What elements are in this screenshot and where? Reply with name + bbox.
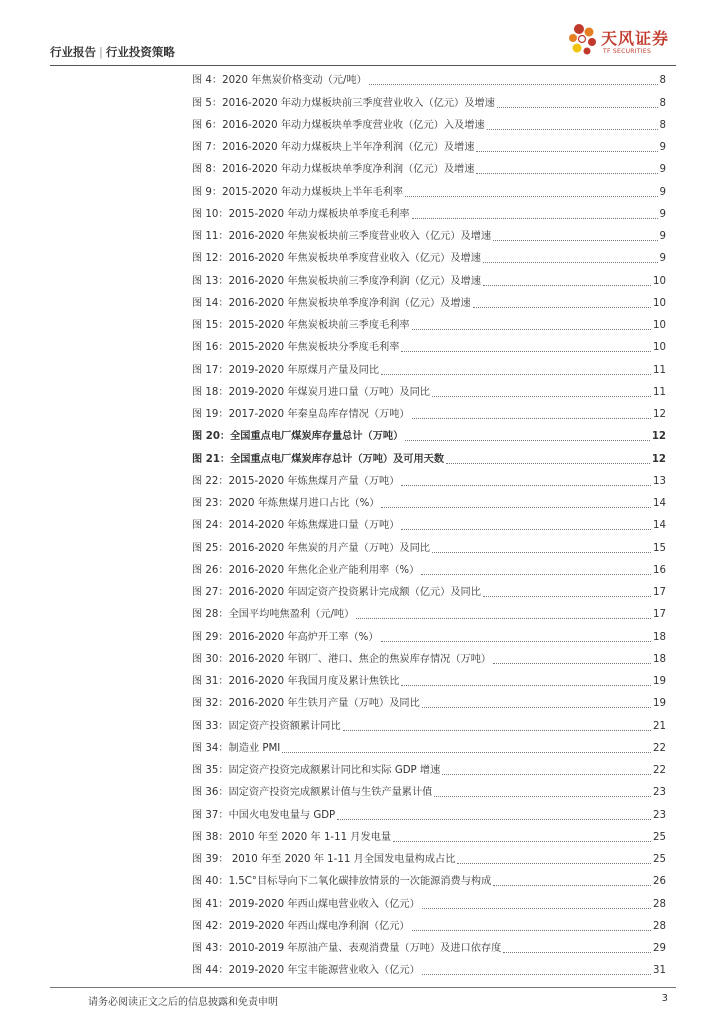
toc-entry[interactable]: [192, 533, 666, 555]
flower-logo-icon: [567, 20, 601, 62]
toc-entry-title[interactable]: 图 28：全国平均吨焦盈利（元/吨）: [192, 609, 355, 621]
toc-entry[interactable]: [192, 88, 666, 110]
toc-dot-leader: [381, 374, 651, 375]
toc-entry[interactable]: [192, 333, 666, 355]
category-label: 行业报告: [50, 45, 96, 59]
toc-entry[interactable]: [192, 222, 666, 244]
toc-entry-page[interactable]: 12: [651, 453, 666, 465]
figure-table-of-contents: [192, 66, 666, 978]
toc-dot-leader: [282, 752, 651, 753]
toc-entry-page[interactable]: 26: [653, 876, 666, 888]
toc-entry-title[interactable]: 图 5：2016-2020 年动力煤板块前三季度营业收入（亿元）及增速: [192, 97, 495, 109]
toc-dot-leader: [412, 329, 651, 330]
toc-dot-leader: [476, 151, 657, 152]
toc-entry-page[interactable]: 9: [659, 164, 666, 176]
toc-entry-page[interactable]: 31: [653, 965, 666, 977]
toc-entry-title[interactable]: 图 40：1.5C°目标导向下二氧化碳排放情景的一次能源消费与构成: [192, 876, 492, 888]
toc-dot-leader: [356, 618, 651, 619]
toc-entry-page[interactable]: 21: [653, 720, 666, 732]
toc-entry-title[interactable]: 图 10：2015-2020 年动力煤板块单季度毛利率: [192, 208, 410, 220]
toc-entry-title[interactable]: 图 15：2015-2020 年焦炭板块前三季度毛利率: [192, 320, 410, 331]
toc-dot-leader: [343, 730, 651, 731]
toc-entry-page[interactable]: 8: [659, 97, 666, 109]
toc-entry[interactable]: [192, 800, 666, 822]
toc-entry-page[interactable]: 13: [653, 475, 666, 487]
toc-entry[interactable]: [192, 889, 666, 911]
toc-entry-page[interactable]: 9: [659, 208, 666, 220]
toc-entry-page[interactable]: 9: [659, 253, 666, 265]
toc-dot-leader: [401, 529, 651, 530]
toc-dot-leader: [473, 307, 651, 308]
toc-entry[interactable]: [192, 689, 666, 711]
toc-dot-leader: [434, 796, 651, 797]
toc-entry[interactable]: [192, 823, 666, 845]
toc-dot-leader: [412, 218, 658, 219]
page-number: 3: [661, 993, 668, 1004]
toc-entry-page[interactable]: 10: [653, 275, 666, 287]
toc-entry-page[interactable]: 23: [653, 809, 666, 821]
toc-entry-page[interactable]: 25: [653, 831, 666, 843]
toc-entry-page[interactable]: 29: [653, 943, 666, 954]
toc-entry[interactable]: [192, 155, 666, 177]
toc-entry[interactable]: [192, 177, 666, 199]
toc-entry[interactable]: [192, 266, 666, 288]
toc-entry[interactable]: [192, 622, 666, 644]
toc-entry-title[interactable]: 图 21：全国重点电厂煤炭库存总计（万吨）及可用天数: [192, 453, 445, 465]
brand-name-cn: 天风证券: [601, 29, 670, 48]
toc-entry[interactable]: [192, 355, 666, 377]
toc-dot-leader: [497, 107, 658, 108]
toc-entry-page[interactable]: 11: [653, 386, 666, 398]
toc-entry-title[interactable]: 图 30：2016-2020 年钢厂、港口、焦企的焦炭库存情况（万吨）: [192, 653, 492, 665]
toc-dot-leader: [405, 196, 657, 197]
toc-dot-leader: [476, 173, 657, 174]
toc-entry-page[interactable]: 28: [653, 920, 666, 932]
toc-entry-page[interactable]: 9: [659, 231, 666, 242]
toc-entry-title[interactable]: 图 39： 2010 年至 2020 年 1-11 月全国发电量构成占比: [192, 854, 456, 865]
toc-entry-page[interactable]: 28: [653, 898, 666, 910]
toc-entry[interactable]: [192, 311, 666, 333]
toc-entry[interactable]: [192, 133, 666, 155]
toc-entry-title[interactable]: 图 41：2019-2020 年西山煤电营业收入（亿元）: [192, 898, 420, 910]
toc-entry-title[interactable]: 图 4：2020 年焦炭价格变动（元/吨）: [192, 75, 367, 87]
toc-entry-page[interactable]: 23: [653, 787, 666, 799]
toc-entry-page[interactable]: 14: [653, 520, 666, 532]
toc-entry-title[interactable]: 图 25：2016-2020 年焦炭的月产量（万吨）及同比: [192, 542, 430, 554]
toc-entry-title[interactable]: 图 13：2016-2020 年焦炭板块前三季度净利润（亿元）及增速: [192, 275, 481, 287]
toc-entry-page[interactable]: 19: [653, 676, 666, 687]
toc-dot-leader: [381, 641, 652, 642]
toc-entry-page[interactable]: 18: [653, 653, 666, 665]
toc-dot-leader: [337, 819, 651, 820]
toc-dot-leader: [401, 485, 651, 486]
toc-entry-page[interactable]: 19: [653, 698, 666, 710]
toc-entry[interactable]: [192, 378, 666, 400]
brand-logo: [567, 20, 677, 62]
toc-entry-page[interactable]: 10: [653, 320, 666, 331]
toc-dot-leader: [401, 685, 651, 686]
toc-entry-page[interactable]: 22: [653, 742, 666, 754]
toc-entry-title[interactable]: 图 36：固定资产投资完成额累计值与生铁产量累计值: [192, 787, 433, 799]
toc-entry-title[interactable]: 图 20：全国重点电厂煤炭库存量总计（万吨）: [192, 431, 404, 443]
toc-entry-page[interactable]: 10: [653, 342, 666, 354]
toc-entry[interactable]: [192, 511, 666, 533]
toc-entry-page[interactable]: 17: [653, 587, 666, 598]
toc-entry-title[interactable]: 图 6：2016-2020 年动力煤板块单季度营业收（亿元）入及增速: [192, 119, 485, 131]
toc-dot-leader: [412, 418, 651, 419]
toc-entry[interactable]: [192, 111, 666, 133]
toc-dot-leader: [442, 774, 651, 775]
toc-entry-title[interactable]: 图 8：2016-2020 年动力煤板块单季度净利润（亿元）及增速: [192, 164, 475, 176]
toc-entry-title[interactable]: 图 32：2016-2020 年生铁月产量（万吨）及同比: [192, 698, 420, 710]
toc-entry-page[interactable]: 8: [659, 75, 666, 87]
toc-entry-page[interactable]: 11: [653, 364, 666, 376]
toc-dot-leader: [483, 285, 651, 286]
toc-entry-title[interactable]: 图 43：2010-2019 年原油产量、表观消费量（万吨）及进口依存度: [192, 943, 502, 954]
toc-dot-leader: [421, 574, 651, 575]
toc-dot-leader: [432, 396, 651, 397]
toc-entry-page[interactable]: 12: [653, 409, 666, 420]
toc-entry[interactable]: [192, 556, 666, 578]
toc-entry-title[interactable]: 图 18：2019-2020 年煤炭月进口量（万吨）及同比: [192, 386, 430, 398]
toc-entry-page[interactable]: 9: [659, 142, 666, 153]
toc-entry-title[interactable]: 图 19：2017-2020 年秦皇岛库存情况（万吨）: [192, 409, 410, 420]
toc-dot-leader: [393, 841, 651, 842]
toc-entry-title[interactable]: 图 29：2016-2020 年高炉开工率（%）: [192, 631, 379, 643]
toc-entry-title[interactable]: 图 35：固定资产投资完成额累计同比和实际 GDP 增速: [192, 765, 441, 776]
toc-dot-leader: [457, 863, 651, 864]
toc-entry[interactable]: [192, 645, 666, 667]
toc-dot-leader: [432, 552, 651, 553]
toc-entry[interactable]: [192, 578, 666, 600]
toc-entry[interactable]: [192, 600, 666, 622]
toc-dot-leader: [493, 240, 657, 241]
toc-entry[interactable]: [192, 667, 666, 689]
toc-dot-leader: [422, 707, 651, 708]
toc-entry[interactable]: [192, 422, 666, 444]
toc-dot-leader: [412, 930, 651, 931]
toc-entry[interactable]: [192, 467, 666, 489]
toc-entry-title[interactable]: 图 23：2020 年炼焦煤月进口占比（%）: [192, 498, 380, 509]
toc-entry[interactable]: [192, 244, 666, 266]
toc-entry[interactable]: [192, 711, 666, 733]
toc-dot-leader: [446, 463, 650, 464]
toc-entry-page[interactable]: 22: [653, 765, 666, 776]
toc-entry[interactable]: [192, 934, 666, 956]
toc-entry-page[interactable]: 12: [651, 431, 666, 443]
brand-name-en: TF SECURITIES: [603, 48, 652, 55]
toc-entry[interactable]: [192, 200, 666, 222]
toc-entry-title[interactable]: 图 24：2014-2020 年炼焦煤进口量（万吨）: [192, 520, 400, 532]
footer-disclaimer: 请务必阅读正文之后的信息披露和免责申明: [88, 997, 278, 1008]
toc-entry[interactable]: [192, 734, 666, 756]
toc-dot-leader: [405, 440, 650, 441]
toc-entry-title[interactable]: 图 33：固定资产投资额累计同比: [192, 720, 341, 732]
toc-entry-page[interactable]: 16: [653, 564, 666, 576]
toc-entry-title[interactable]: 图 34：制造业 PMI: [192, 742, 281, 754]
toc-entry-title[interactable]: 图 22：2015-2020 年炼焦煤月产量（万吨）: [192, 475, 400, 487]
toc-entry[interactable]: [192, 444, 666, 466]
toc-entry-title[interactable]: 图 38：2010 年至 2020 年 1-11 月发电量: [192, 831, 392, 843]
toc-entry-page[interactable]: 17: [653, 609, 666, 621]
toc-entry-page[interactable]: 14: [653, 498, 666, 509]
toc-dot-leader: [381, 507, 651, 508]
toc-entry-page[interactable]: 8: [659, 119, 666, 131]
toc-entry-title[interactable]: 图 16：2015-2020 年焦炭板块分季度毛利率: [192, 342, 400, 354]
toc-entry[interactable]: [192, 289, 666, 311]
toc-entry[interactable]: [192, 489, 666, 511]
toc-entry[interactable]: [192, 756, 666, 778]
toc-dot-leader: [483, 262, 658, 263]
toc-dot-leader: [369, 84, 658, 85]
toc-entry-title[interactable]: 图 37：中国火电发电量与 GDP: [192, 809, 336, 821]
category-separator: |: [99, 45, 103, 59]
toc-entry-page[interactable]: 25: [653, 854, 666, 865]
toc-entry-page[interactable]: 10: [653, 297, 666, 309]
toc-entry[interactable]: [192, 400, 666, 422]
toc-entry-title[interactable]: 图 27：2016-2020 年固定资产投资累计完成额（亿元）及同比: [192, 587, 481, 598]
toc-entry-title[interactable]: 图 17：2019-2020 年原煤月产量及同比: [192, 364, 380, 376]
toc-entry-title[interactable]: 图 42：2019-2020 年西山煤电净利润（亿元）: [192, 920, 410, 932]
toc-entry-title[interactable]: 图 9：2015-2020 年动力煤板块上半年毛利率: [192, 186, 404, 198]
toc-entry[interactable]: [192, 845, 666, 867]
toc-entry-title[interactable]: 图 7：2016-2020 年动力煤板块上半年净利润（亿元）及增速: [192, 142, 475, 153]
toc-entry[interactable]: [192, 867, 666, 889]
toc-dot-leader: [422, 908, 651, 909]
toc-dot-leader: [493, 885, 651, 886]
toc-entry[interactable]: [192, 66, 666, 88]
toc-dot-leader: [401, 351, 651, 352]
toc-entry-page[interactable]: 9: [659, 186, 666, 198]
toc-entry-page[interactable]: 15: [653, 542, 666, 554]
report-category: [50, 44, 175, 60]
toc-entry-title[interactable]: 图 14：2016-2020 年焦炭板块单季度净利润（亿元）及增速: [192, 297, 471, 309]
footer-divider: [50, 987, 676, 988]
toc-entry-title[interactable]: 图 26：2016-2020 年焦化企业产能利用率（%）: [192, 564, 420, 576]
toc-entry-title[interactable]: 图 44：2019-2020 年宝丰能源营业收入（亿元）: [192, 965, 420, 977]
toc-entry[interactable]: [192, 912, 666, 934]
toc-dot-leader: [493, 663, 651, 664]
toc-entry[interactable]: [192, 778, 666, 800]
toc-dot-leader: [422, 974, 651, 975]
toc-entry-page[interactable]: 18: [653, 631, 666, 643]
toc-dot-leader: [487, 129, 658, 130]
toc-entry-title[interactable]: 图 12：2016-2020 年焦炭板块单季度营业收入（亿元）及增速: [192, 253, 481, 265]
toc-entry[interactable]: [192, 956, 666, 978]
toc-entry-title[interactable]: 图 11：2016-2020 年焦炭板块前三季度营业收入（亿元）及增速: [192, 231, 492, 242]
toc-dot-leader: [503, 952, 651, 953]
toc-entry-title[interactable]: 图 31：2016-2020 年我国月度及累计焦铁比: [192, 676, 400, 687]
toc-dot-leader: [483, 596, 651, 597]
subcategory-label: 行业投资策略: [105, 45, 175, 59]
